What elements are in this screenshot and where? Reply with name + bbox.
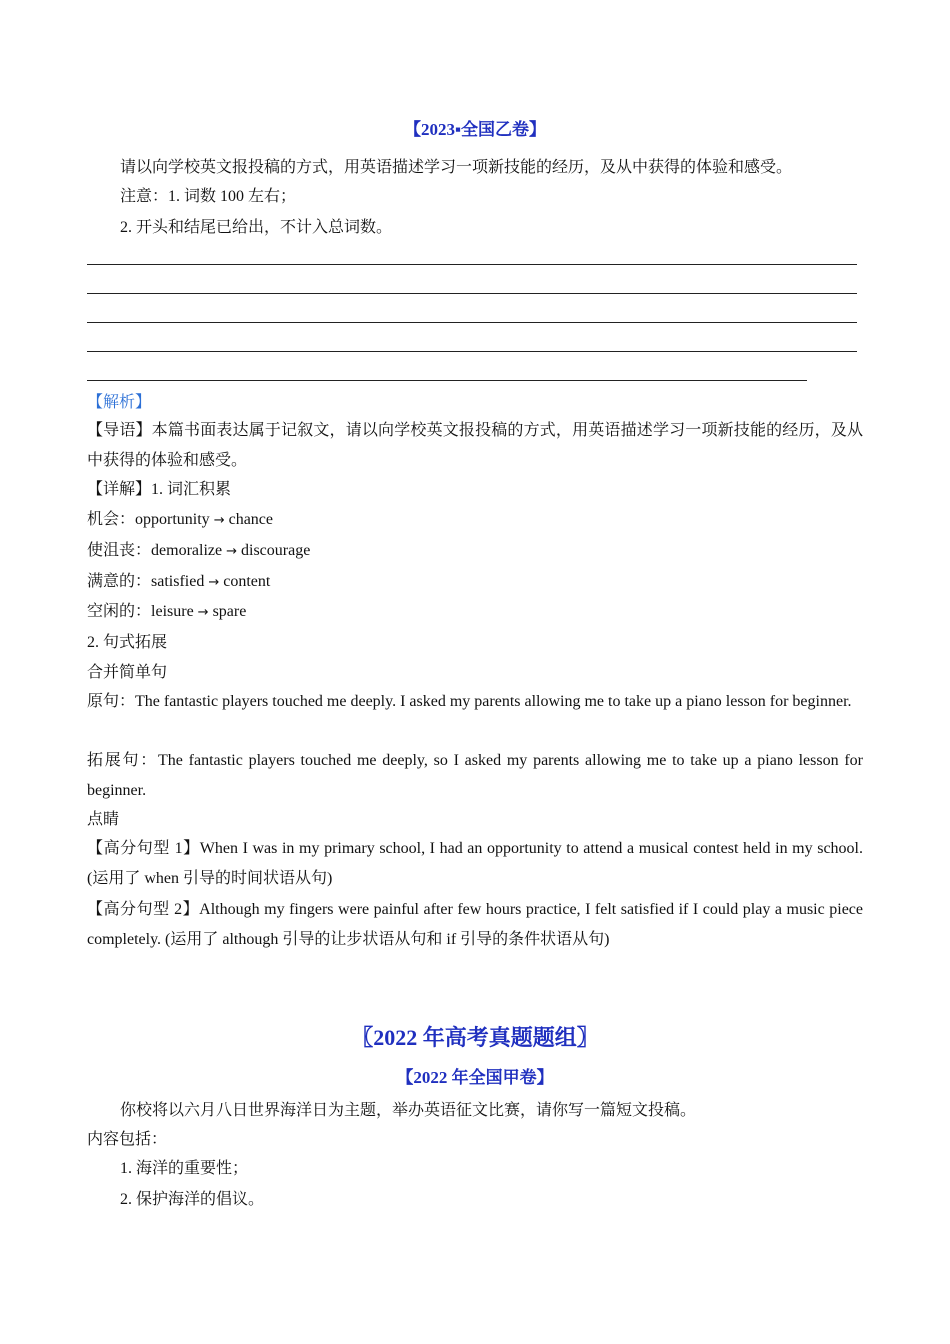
answer-line <box>87 322 857 323</box>
vocab-cn: 机会： <box>87 511 136 528</box>
sentence-heading: 2. 句式拓展 <box>87 634 168 651</box>
vocab-cn: 使沮丧： <box>87 542 152 559</box>
answer-line <box>87 351 857 352</box>
vocab-to: discourage <box>241 542 311 559</box>
vocab-from: opportunity <box>135 511 210 528</box>
vocab-item <box>87 602 246 623</box>
opening-closing-note: 2. 开头和结尾已给出，不计入总词数。 <box>120 219 393 236</box>
answer-line <box>87 293 857 294</box>
vocab-from: demoralize <box>151 542 223 559</box>
group-title-2022: 〖2022 年高考真题题组〗 <box>351 1025 599 1050</box>
original-sentence: 原句：The fantastic players touched me deeply. I asked my parents allowing me to take up a piano lesson for beginner. <box>87 693 852 710</box>
sentence-pattern-1: 【高分句型 1】When I was in my primary school, I had an opportunity to attend a musical contest held in my school. (运用了 when 引导的时间状语从句) <box>87 840 863 887</box>
vocab-cn: 空闲的： <box>87 603 152 620</box>
vocab-cn: 满意的： <box>87 573 152 590</box>
arrow-icon: → <box>208 575 220 590</box>
writing-prompt-2022: 你校将以六月八日世界海洋日为主题，举办英语征文比赛，请你写一篇短文投稿。 <box>120 1102 697 1119</box>
expanded-sentence: 拓展句：The fantastic players touched me deeply, so I asked my parents allowing me to take up a piano lesson for beginner. <box>87 752 863 799</box>
content-item: 2. 保护海洋的倡议。 <box>120 1191 265 1208</box>
vocab-item <box>87 572 270 593</box>
highlight-heading: 点睛 <box>87 811 120 828</box>
exam-heading-2022: 【2022 年全国甲卷】 <box>396 1068 554 1087</box>
content-label: 内容包括： <box>87 1131 168 1148</box>
arrow-icon: → <box>226 544 237 559</box>
word-count-note: 注意：1. 词数 100 左右； <box>120 188 297 205</box>
arrow-icon: → <box>213 513 225 528</box>
vocab-item <box>87 541 310 562</box>
vocab-from: satisfied <box>151 573 205 590</box>
vocab-to: spare <box>212 603 247 620</box>
vocab-item <box>87 510 273 531</box>
merge-heading: 合并简单句 <box>87 664 168 681</box>
analysis-label: 【解析】 <box>87 394 152 411</box>
answer-line <box>87 380 807 381</box>
vocab-from: leisure <box>151 603 194 620</box>
vocab-to: chance <box>228 511 273 528</box>
content-item: 1. 海洋的重要性； <box>120 1160 249 1177</box>
vocab-to: content <box>223 573 271 590</box>
sentence-pattern-2: 【高分句型 2】Although my fingers were painful after few hours practice, I felt satisfied if I could play a music piece completely. (运用了 although 引导的让步状语从句和 if 引导的条件状语从句) <box>87 901 863 948</box>
arrow-icon: → <box>197 605 209 620</box>
analysis-intro: 【导语】本篇书面表达属于记叙文，请以向学校英文报投稿的方式，用英语描述学习一项新技能的经历，及从中获得的体验和感受。 <box>87 422 863 469</box>
answer-line <box>87 264 857 265</box>
detail-heading: 【详解】1. 词汇积累 <box>87 481 232 498</box>
exam-heading-2023: 【2023▪全国乙卷】 <box>403 120 547 139</box>
writing-prompt-2023: 请以向学校英文报投稿的方式，用英语描述学习一项新技能的经历，及从中获得的体验和感受。 <box>120 159 793 176</box>
